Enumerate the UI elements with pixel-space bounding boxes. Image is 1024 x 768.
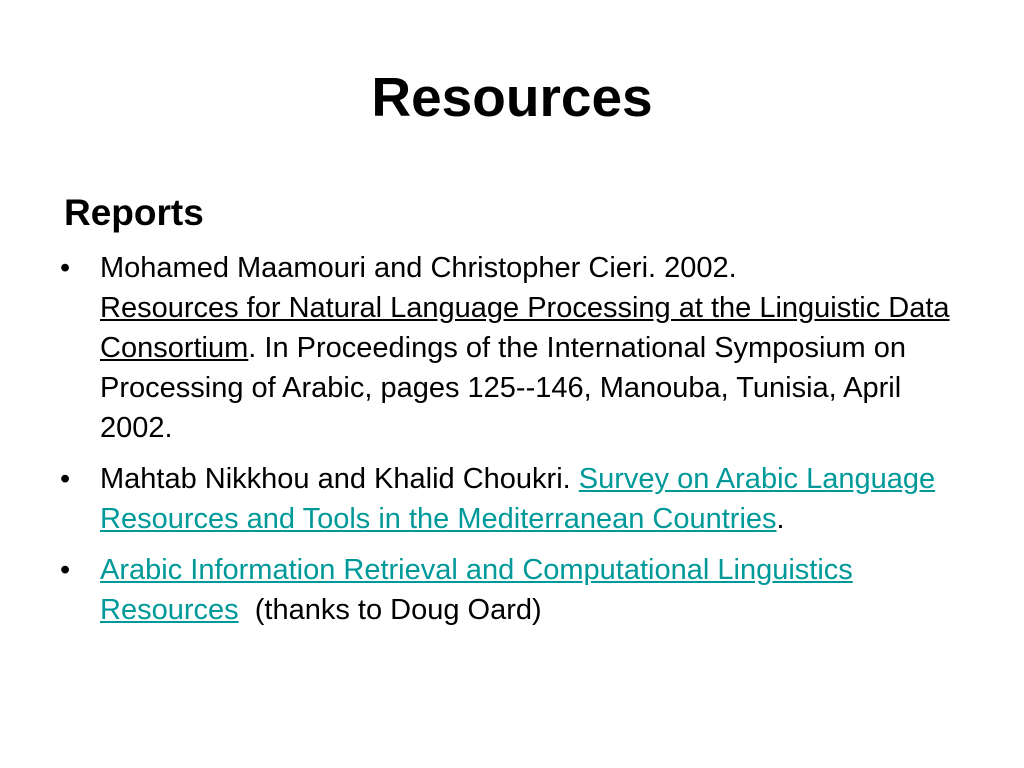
list-item-arabic-ir-resources xyxy=(56,550,956,630)
bullet-icon: • xyxy=(60,554,71,586)
item-authors: Mahtab Nikkhou and Khalid Choukri. xyxy=(100,463,571,495)
section-heading-reports: Reports xyxy=(64,192,204,233)
arabic-ir-link[interactable]: Arabic Information Retrieval and Computational Linguistics Resources xyxy=(100,554,853,626)
list-item-maamouri-cieri xyxy=(56,248,956,448)
list-item-nikkhou-choukri xyxy=(56,459,956,539)
item-citation-details: . In Proceedings of the International Symposium on Processing of Arabic, pages 125--146, Manouba, Tunisia, April 2002. xyxy=(100,332,906,444)
item-thanks-note: (thanks to Doug Oard) xyxy=(254,594,542,626)
reports-list xyxy=(56,248,956,641)
item-paper-title: Resources for Natural Language Processing at the Linguistic Data Consortium xyxy=(100,292,950,364)
slide-title: Resources xyxy=(371,66,653,128)
bullet-icon: • xyxy=(60,252,71,284)
bullet-icon: • xyxy=(60,463,71,495)
item-period: . xyxy=(776,503,785,535)
survey-link[interactable]: Survey on Arabic Language Resources and Tools in the Mediterranean Countries xyxy=(100,463,936,535)
item-authors: Mohamed Maamouri and Christopher Cieri. 2002. xyxy=(100,252,737,284)
